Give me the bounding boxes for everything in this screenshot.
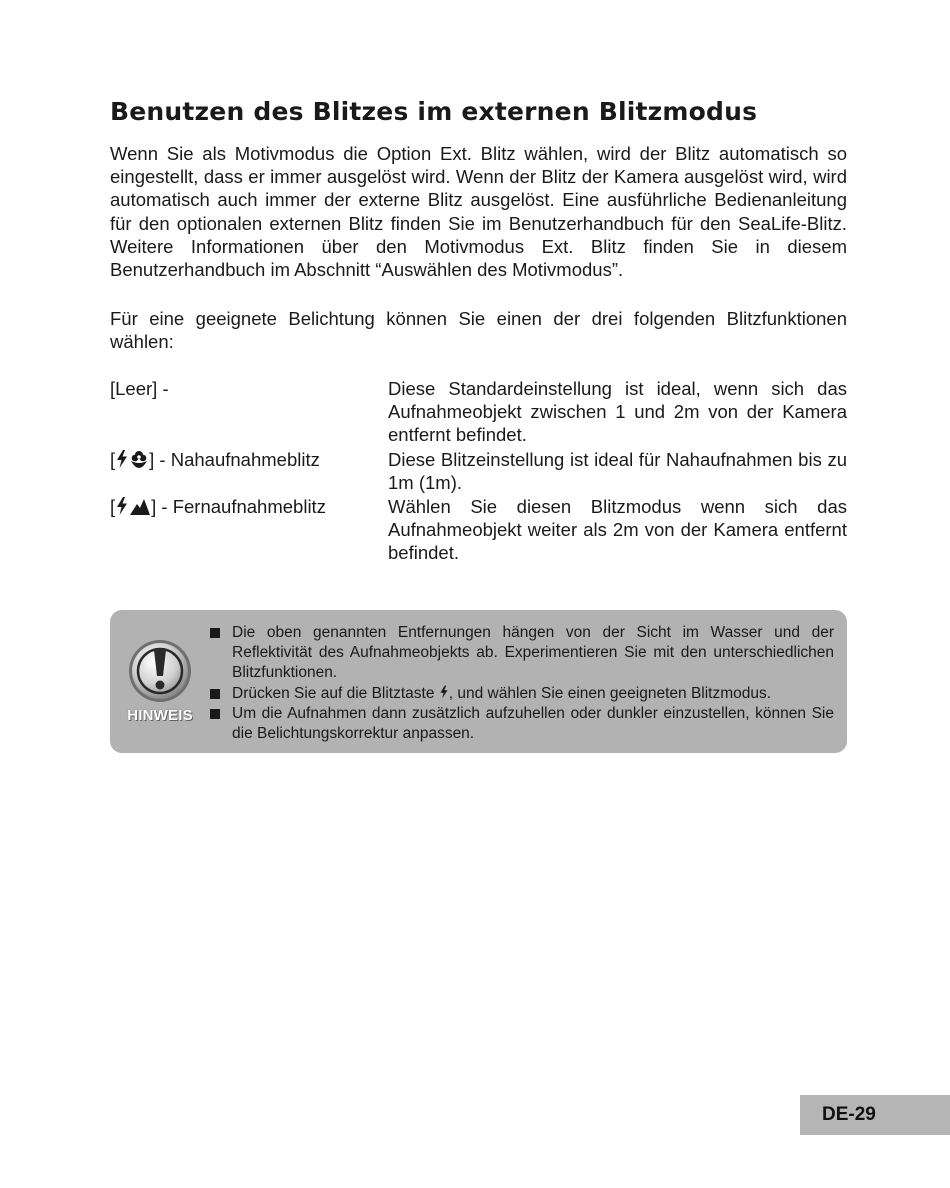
mode-term	[110, 377, 169, 400]
mode-term	[110, 448, 320, 471]
square-bullet-icon	[210, 628, 220, 638]
flash-icon	[115, 449, 129, 469]
note-text-after: , und wählen Sie einen geeigneten Blitzmodus.	[448, 684, 772, 702]
selection-paragraph: Für eine geeignete Belichtung können Sie einen der drei folgenden Blitzfunktionen wählen:	[110, 308, 847, 353]
note-text: Um die Aufnahmen dann zusätzlich aufzuhellen oder dunkler einzustellen, können Sie die Belichtungskorrektur anpassen.	[232, 704, 834, 743]
note-list	[210, 623, 834, 744]
mode-term	[110, 495, 326, 518]
note-text: Die oben genannten Entfernungen hängen von der Sicht im Wasser und der Reflektivität des Aufnahmeobjekts ab. Experimentieren Sie mit den unterschiedlichen Blitzfunktionen.	[232, 624, 834, 682]
bracket-open: [	[110, 496, 116, 517]
flash-icon	[115, 496, 129, 516]
mode-label: ] - Fernaufnahmeblitz	[151, 496, 326, 517]
mode-description: Diese Standardeinstellung ist ideal, wenn sich das Aufnahmeobjekt zwischen 1 und 2m von der Kamera entfernt befindet.	[388, 378, 847, 446]
bracket-open: [	[110, 449, 116, 470]
note-item	[210, 704, 834, 744]
page-number-tab	[800, 1095, 950, 1135]
mode-description: Diese Blitzeinstellung ist ideal für Nahaufnahmen bis zu 1m (1m).	[388, 449, 847, 494]
note-item	[210, 623, 834, 684]
hinweis-label: HINWEIS	[127, 707, 193, 724]
flash-icon	[439, 684, 449, 700]
macro-flower-icon	[129, 449, 149, 469]
page-number: DE-29	[822, 1104, 876, 1125]
page-title: Benutzen des Blitzes im externen Blitzmodus	[110, 97, 758, 126]
hinweis-note-box	[110, 610, 847, 753]
square-bullet-icon	[210, 689, 220, 699]
mode-label: ] - Nahaufnahmeblitz	[149, 449, 320, 470]
note-text-before: Drücken Sie auf die Blitztaste	[232, 684, 439, 702]
intro-paragraph: Wenn Sie als Motivmodus die Option Ext. Blitz wählen, wird der Blitz automatisch so eingestellt, dass er immer ausgelöst wird. Wenn der Blitz der Kamera ausgelöst wird, wird automatisch auch immer der externe Blitz ausgelöst. Eine ausführliche Bedienanleitung für den optionalen externen Blitz finden Sie im Benutzerhandbuch für den SeaLife-Blitz. Weitere Informationen über den Motivmodus Ext. Blitz finden Sie in diesem Benutzerhandbuch im Abschnitt “Auswählen des Motivmodus”.	[110, 143, 847, 281]
mountain-icon	[129, 496, 151, 516]
note-item	[210, 684, 834, 704]
mode-label: [Leer] -	[110, 378, 169, 399]
square-bullet-icon	[210, 709, 220, 719]
mode-description: Wählen Sie diesen Blitzmodus wenn sich das Aufnahmeobjekt weiter als 2m von der Kamera entfernt befindet.	[388, 496, 847, 564]
exclamation-icon	[127, 638, 193, 704]
